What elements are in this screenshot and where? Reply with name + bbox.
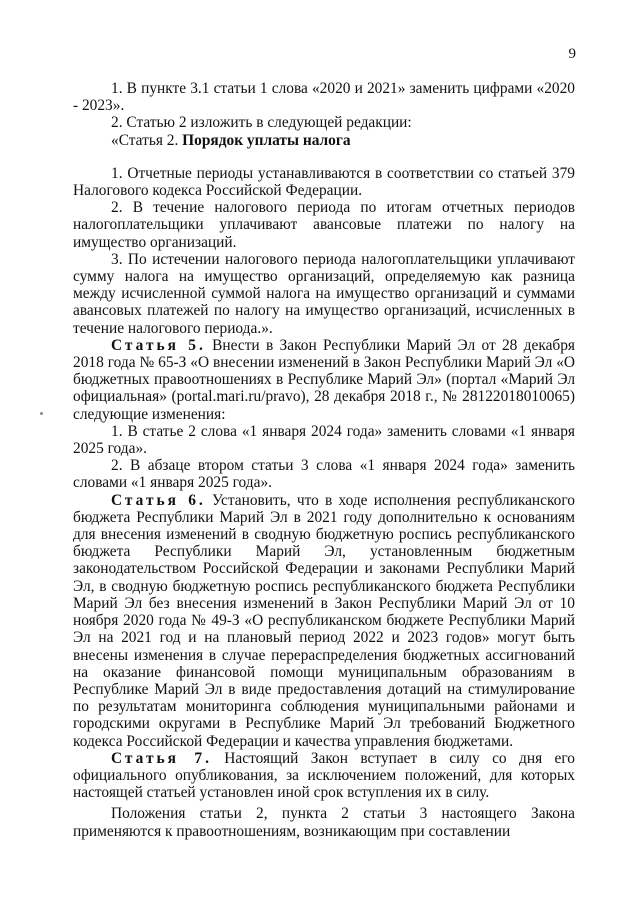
article-7	[73, 750, 575, 802]
paragraph-article-5-item-1: 1. В статье 2 слова «1 января 2024 года» заменить словами «1 января 2025 года».	[73, 422, 575, 458]
article-6	[73, 492, 575, 750]
article-5	[73, 337, 575, 423]
paragraph-provisions: Положения статьи 2, пункта 2 статьи 3 настоящего Закона применяются к правоотношениям, возникающим при составлении	[73, 805, 575, 840]
article-6-text: Установить, что в ходе исполнения республиканского бюджета Республики Марий Эл в 2021 году дополнительно к основаниям для внесения изменений в сводную бюджетную роспись республиканского бюджета Республики Марий Эл, установленным бюджетным законодательством Российской Федерации и законами Республики Марий Эл, в сводную бюджетную роспись республиканского бюджета Республики Марий Эл без внесения изменений в Закон Республики Марий Эл от 10 ноября 2020 года № 49-З «О республиканском бюджете Республики Марий Эл на 2021 год и на плановый период 2022 и 2023 годов» могут быть внесены изменения в случае перераспределения бюджетных ассигнований на оказание финансовой помощи муниципальным образованиям в Республике Марий Эл в виде предоставления дотаций на стимулирование по результатам мониторинга соблюдения муниципальными районами и городскими округами в Республике Марий Эл требований Бюджетного кодекса Российской Федерации и качества управления бюджетами.	[73, 491, 576, 750]
page-number: 9	[568, 46, 576, 62]
article-5-label: Статья 5.	[111, 336, 206, 354]
article-6-label: Статья 6.	[111, 491, 206, 509]
article-7-text: Настоящий Закон вступает в силу со дня его официального опубликования, за исключением положений, для которых настоящей статьей установлен иной срок вступления их в силу.	[73, 749, 575, 802]
paragraph-article-5-item-2: 2. В абзаце втором статьи 3 слова «1 января 2024 года» заменить словами «1 января 2025 года».	[73, 457, 575, 492]
article-2-title: Порядок уплаты налога	[182, 131, 351, 149]
paragraph-reporting-periods: 1. Отчетные периоды устанавливаются в соответствии со статьей 379 Налогового кодекса Российской Федерации.	[73, 164, 575, 200]
paragraph-tax-payment: 3. По истечении налогового периода налогоплательщики уплачивают сумму налога на имущество организаций, определяемую как разница между исчисленной суммой налога на имущество организаций и суммами авансовых платежей по налогу на имущество организаций, исчисленных в течение налогового периода.».	[73, 250, 575, 337]
paragraph-1: 1. В пункте 3.1 статьи 1 слова «2020 и 2021» заменить цифрами «2020 - 2023».	[73, 80, 575, 115]
paragraph-2: 2. Статью 2 изложить в следующей редакции:	[111, 114, 412, 132]
article-7-label: Статья 7.	[111, 749, 212, 767]
article-5-text: Внести в Закон Республики Марий Эл от 28 декабря 2018 года № 65-З «О внесении изменений в Закон Республики Марий Эл «О бюджетных правоотношениях в Республике Марий Эл» (портал «Марий Эл официальная» (portal.mari.ru/pravo), 28 декабря 2018 г., № 28122018010065) следующие изменения:	[73, 336, 576, 423]
article-2-heading	[73, 132, 575, 149]
paragraph-advance-payments: 2. В течение налогового периода по итогам отчетных периодов налогоплательщики уплачивают авансовые платежи по налогу на имущество организаций.	[73, 199, 575, 251]
document-body	[73, 80, 575, 840]
article-2-prefix: «Статья 2.	[111, 131, 183, 149]
margin-mark	[40, 412, 43, 415]
